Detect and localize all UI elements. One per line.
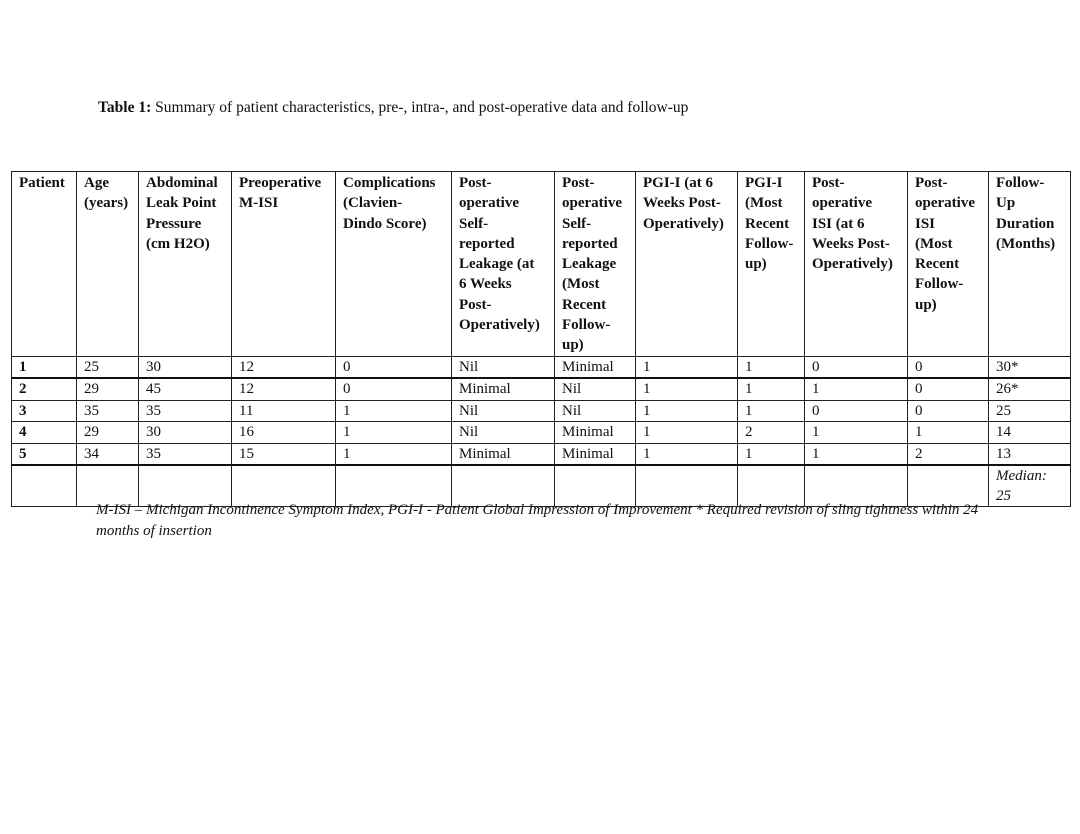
- table-cell: 1: [738, 378, 805, 400]
- table-cell: 30: [139, 356, 232, 378]
- table-cell: 1: [636, 443, 738, 465]
- table-cell: 1: [805, 378, 908, 400]
- header-cell: PGI-I (Most Recent Follow- up): [738, 172, 805, 357]
- table-cell: Nil: [452, 400, 555, 422]
- table-cell: 1: [12, 356, 77, 378]
- header-cell: Follow- Up Duration (Months): [989, 172, 1071, 357]
- table-cell: 26*: [989, 378, 1071, 400]
- table-cell: 0: [336, 356, 452, 378]
- table-cell: 35: [139, 443, 232, 465]
- table-cell: 34: [77, 443, 139, 465]
- table-cell: 4: [12, 422, 77, 444]
- header-cell: Post- operative ISI (Most Recent Follow- up): [908, 172, 989, 357]
- table-cell: 0: [908, 400, 989, 422]
- table-cell: 1: [636, 422, 738, 444]
- header-cell: Age (years): [77, 172, 139, 357]
- table-caption: [98, 98, 688, 118]
- header-cell: Complications (Clavien- Dindo Score): [336, 172, 452, 357]
- table-cell: 29: [77, 422, 139, 444]
- table-cell: 12: [232, 378, 336, 400]
- table-cell: 0: [908, 378, 989, 400]
- table-cell: Nil: [452, 422, 555, 444]
- table-cell: 3: [12, 400, 77, 422]
- table-cell: 16: [232, 422, 336, 444]
- header-cell: Patient: [12, 172, 77, 357]
- table-cell: 13: [989, 443, 1071, 465]
- table-body: [12, 356, 1071, 507]
- table-cell: Minimal: [555, 422, 636, 444]
- header-cell: Post- operative Self- reported Leakage (at 6 Weeks Post- Operatively): [452, 172, 555, 357]
- table-cell: 11: [232, 400, 336, 422]
- table-row: [12, 378, 1071, 400]
- table-cell: 1: [636, 378, 738, 400]
- header-cell: Post- operative ISI (at 6 Weeks Post- Operatively): [805, 172, 908, 357]
- table-cell: 0: [908, 356, 989, 378]
- header-row: [12, 172, 1071, 357]
- header-cell: Abdominal Leak Point Pressure (cm H2O): [139, 172, 232, 357]
- table-cell: 25: [77, 356, 139, 378]
- table-cell: 25: [989, 400, 1071, 422]
- empty-cell: [12, 465, 77, 507]
- table-cell: 0: [805, 400, 908, 422]
- header-cell: PGI-I (at 6 Weeks Post- Operatively): [636, 172, 738, 357]
- table-row: [12, 443, 1071, 465]
- table-cell: 1: [738, 356, 805, 378]
- patient-data-table: [11, 171, 1071, 507]
- table-cell: 15: [232, 443, 336, 465]
- table-cell: Minimal: [452, 443, 555, 465]
- table-cell: Nil: [555, 378, 636, 400]
- table-cell: 12: [232, 356, 336, 378]
- table-cell: Nil: [555, 400, 636, 422]
- table-cell: 35: [77, 400, 139, 422]
- table-cell: 14: [989, 422, 1071, 444]
- table-cell: 35: [139, 400, 232, 422]
- table-footnote: M-ISI – Michigan Incontinence Symptom Index, PGI-I - Patient Global Impression of Improvement * Required revision of sling tightness within 24 months of insertion: [96, 502, 979, 539]
- table-cell: Minimal: [555, 443, 636, 465]
- table-cell: 2: [12, 378, 77, 400]
- header-cell: Post- operative Self- reported Leakage (Most Recent Follow- up): [555, 172, 636, 357]
- table-cell: Minimal: [452, 378, 555, 400]
- table-cell: 0: [336, 378, 452, 400]
- table-cell: 1: [636, 400, 738, 422]
- table-cell: 0: [805, 356, 908, 378]
- caption-text: Summary of patient characteristics, pre-, intra-, and post-operative data and follow-up: [151, 99, 689, 116]
- table-cell: 1: [738, 400, 805, 422]
- table-cell: 1: [805, 443, 908, 465]
- table-cell: 1: [336, 443, 452, 465]
- table-cell: 1: [336, 422, 452, 444]
- table-cell: 30*: [989, 356, 1071, 378]
- table-cell: Minimal: [555, 356, 636, 378]
- caption-label: Table 1:: [98, 99, 152, 116]
- table-cell: 30: [139, 422, 232, 444]
- header-cell: Preoperative M-ISI: [232, 172, 336, 357]
- table-cell: 1: [738, 443, 805, 465]
- table-cell: 29: [77, 378, 139, 400]
- table-cell: 45: [139, 378, 232, 400]
- table-cell: 5: [12, 443, 77, 465]
- median-cell: Median: 25: [989, 465, 1071, 507]
- table-cell: 1: [805, 422, 908, 444]
- table-cell: Nil: [452, 356, 555, 378]
- table-cell: 1: [336, 400, 452, 422]
- table-cell: 1: [636, 356, 738, 378]
- table-row: [12, 356, 1071, 378]
- table-cell: 1: [908, 422, 989, 444]
- table-cell: 2: [738, 422, 805, 444]
- table-cell: 2: [908, 443, 989, 465]
- table-row: [12, 400, 1071, 422]
- table-row: [12, 422, 1071, 444]
